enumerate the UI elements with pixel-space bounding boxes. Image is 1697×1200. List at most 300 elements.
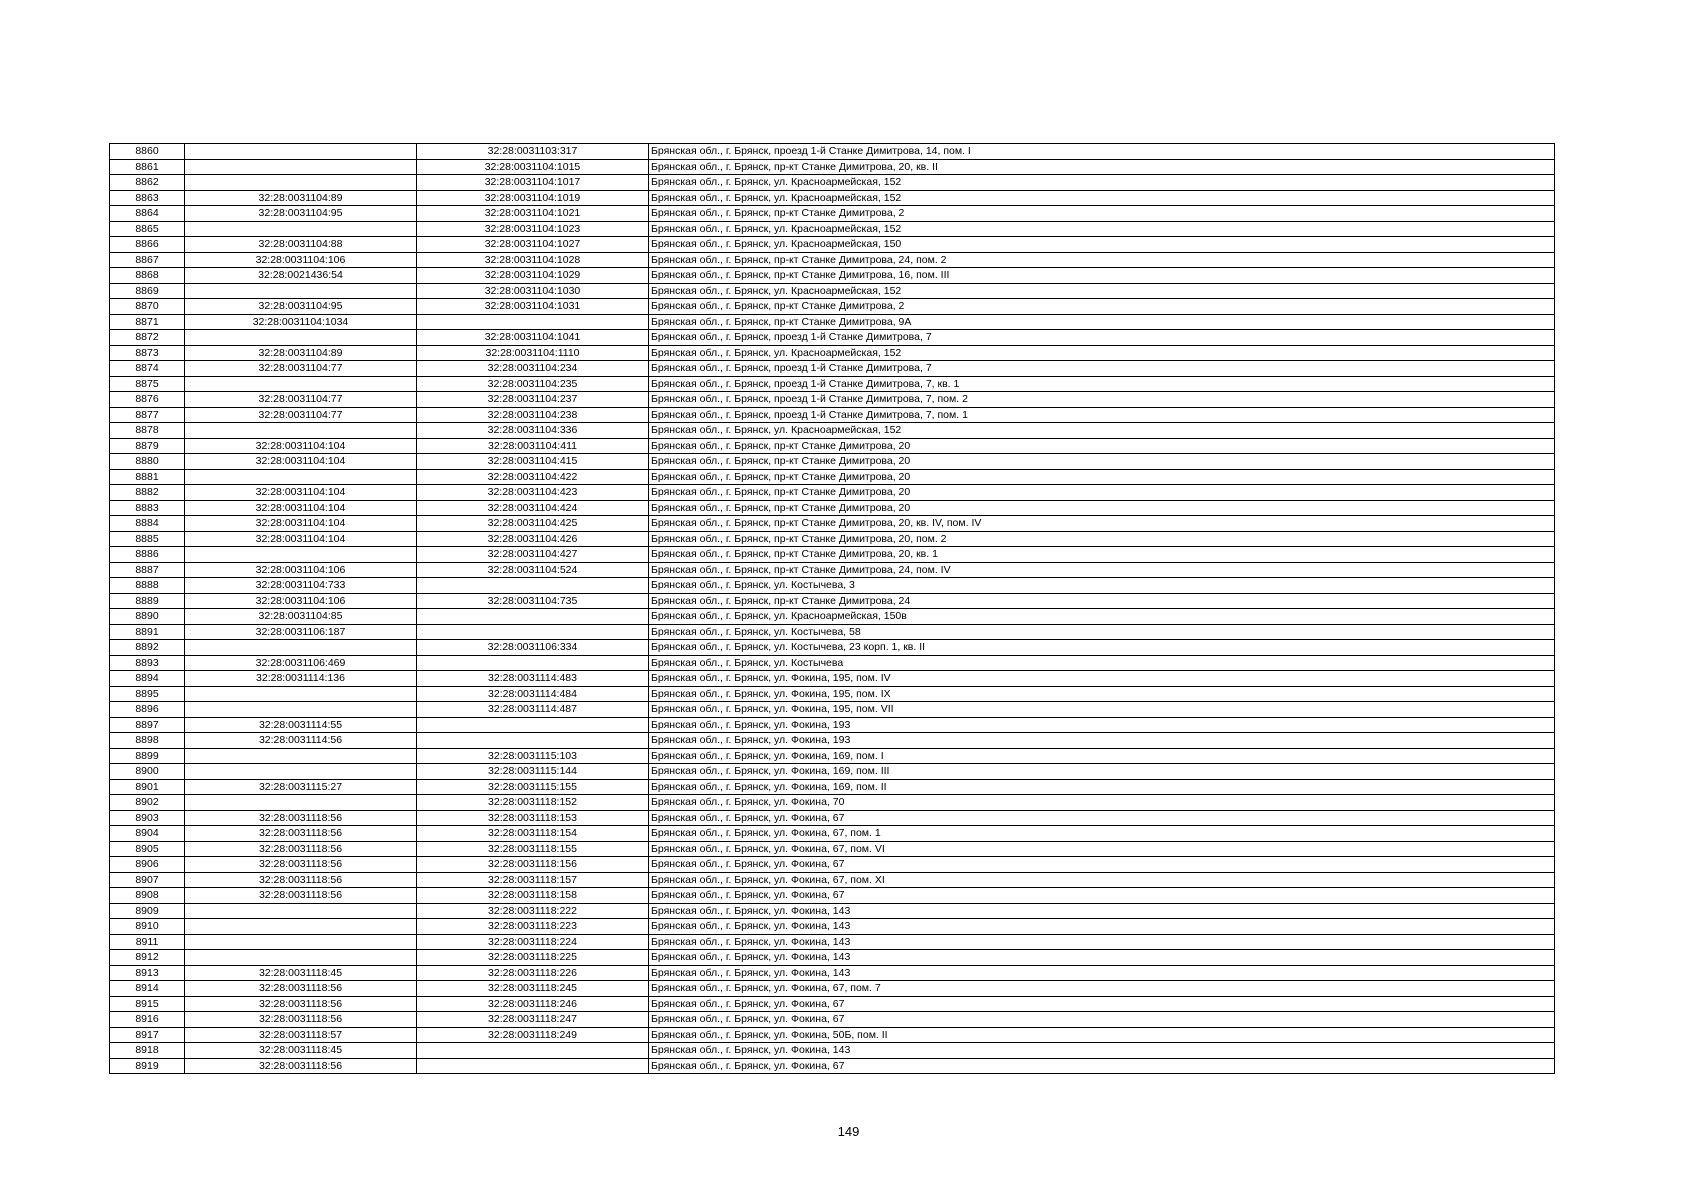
cadastral-number-a-cell: 32:28:0031118:56 bbox=[185, 1058, 417, 1074]
cadastral-number-b-cell: 32:28:0031104:1017 bbox=[417, 175, 649, 191]
cadastral-number-a-cell: 32:28:0031115:27 bbox=[185, 779, 417, 795]
cadastral-number-a-cell: 32:28:0031104:77 bbox=[185, 361, 417, 377]
cadastral-number-b-cell: 32:28:0031104:1027 bbox=[417, 237, 649, 253]
table-row bbox=[110, 469, 1555, 485]
cadastral-number-a-cell bbox=[185, 795, 417, 811]
table-row bbox=[110, 640, 1555, 656]
address-cell: Брянская обл., г. Брянск, ул. Костычева, 23 корп. 1, кв. II bbox=[649, 640, 1555, 656]
table-row bbox=[110, 578, 1555, 594]
address-cell: Брянская обл., г. Брянск, ул. Фокина, 193 bbox=[649, 733, 1555, 749]
row-number-cell: 8866 bbox=[110, 237, 185, 253]
cadastral-number-b-cell: 32:28:0031104:234 bbox=[417, 361, 649, 377]
cadastral-number-a-cell: 32:28:0031114:56 bbox=[185, 733, 417, 749]
row-number-cell: 8907 bbox=[110, 872, 185, 888]
cadastral-number-b-cell: 32:28:0031104:427 bbox=[417, 547, 649, 563]
address-cell: Брянская обл., г. Брянск, ул. Фокина, 143 bbox=[649, 934, 1555, 950]
registry-table-body bbox=[110, 144, 1555, 1074]
cadastral-number-a-cell: 32:28:0031118:56 bbox=[185, 841, 417, 857]
row-number-cell: 8889 bbox=[110, 593, 185, 609]
cadastral-number-b-cell: 32:28:0031104:1023 bbox=[417, 221, 649, 237]
cadastral-number-b-cell: 32:28:0031115:155 bbox=[417, 779, 649, 795]
table-row bbox=[110, 841, 1555, 857]
cadastral-number-b-cell bbox=[417, 717, 649, 733]
cadastral-number-a-cell: 32:28:0031114:55 bbox=[185, 717, 417, 733]
address-cell: Брянская обл., г. Брянск, пр-кт Станке Димитрова, 2 bbox=[649, 299, 1555, 315]
row-number-cell: 8881 bbox=[110, 469, 185, 485]
row-number-cell: 8868 bbox=[110, 268, 185, 284]
cadastral-number-b-cell: 32:28:0031118:152 bbox=[417, 795, 649, 811]
cadastral-number-b-cell: 32:28:0031118:246 bbox=[417, 996, 649, 1012]
row-number-cell: 8863 bbox=[110, 190, 185, 206]
cadastral-number-b-cell: 32:28:0031104:237 bbox=[417, 392, 649, 408]
address-cell: Брянская обл., г. Брянск, проезд 1-й Станке Димитрова, 7 bbox=[649, 330, 1555, 346]
table-row bbox=[110, 345, 1555, 361]
cadastral-number-a-cell bbox=[185, 423, 417, 439]
cadastral-number-b-cell: 32:28:0031118:223 bbox=[417, 919, 649, 935]
address-cell: Брянская обл., г. Брянск, проезд 1-й Станке Димитрова, 14, пом. I bbox=[649, 144, 1555, 160]
table-row bbox=[110, 283, 1555, 299]
table-row bbox=[110, 144, 1555, 160]
cadastral-number-b-cell bbox=[417, 655, 649, 671]
address-cell: Брянская обл., г. Брянск, ул. Фокина, 67 bbox=[649, 996, 1555, 1012]
address-cell: Брянская обл., г. Брянск, ул. Фокина, 67 bbox=[649, 810, 1555, 826]
cadastral-number-b-cell: 32:28:0031118:249 bbox=[417, 1027, 649, 1043]
cadastral-number-a-cell bbox=[185, 144, 417, 160]
table-row bbox=[110, 190, 1555, 206]
table-row bbox=[110, 996, 1555, 1012]
cadastral-number-b-cell: 32:28:0031104:1029 bbox=[417, 268, 649, 284]
cadastral-number-b-cell: 32:28:0031104:336 bbox=[417, 423, 649, 439]
cadastral-number-a-cell: 32:28:0031104:106 bbox=[185, 593, 417, 609]
table-row bbox=[110, 268, 1555, 284]
table-row bbox=[110, 717, 1555, 733]
table-row bbox=[110, 562, 1555, 578]
address-cell: Брянская обл., г. Брянск, ул. Фокина, 67 bbox=[649, 888, 1555, 904]
cadastral-number-a-cell: 32:28:0021436:54 bbox=[185, 268, 417, 284]
row-number-cell: 8898 bbox=[110, 733, 185, 749]
row-number-cell: 8874 bbox=[110, 361, 185, 377]
table-row bbox=[110, 299, 1555, 315]
address-cell: Брянская обл., г. Брянск, пр-кт Станке Димитрова, 20, пом. 2 bbox=[649, 531, 1555, 547]
table-row bbox=[110, 252, 1555, 268]
table-row bbox=[110, 314, 1555, 330]
table-row bbox=[110, 965, 1555, 981]
cadastral-number-a-cell bbox=[185, 903, 417, 919]
row-number-cell: 8896 bbox=[110, 702, 185, 718]
row-number-cell: 8860 bbox=[110, 144, 185, 160]
cadastral-number-a-cell: 32:28:0031104:89 bbox=[185, 190, 417, 206]
cadastral-number-a-cell: 32:28:0031104:104 bbox=[185, 485, 417, 501]
cadastral-number-b-cell: 32:28:0031104:426 bbox=[417, 531, 649, 547]
registry-table bbox=[109, 143, 1555, 1074]
address-cell: Брянская обл., г. Брянск, ул. Красноармейская, 152 bbox=[649, 221, 1555, 237]
address-cell: Брянская обл., г. Брянск, ул. Фокина, 169, пом. III bbox=[649, 764, 1555, 780]
row-number-cell: 8906 bbox=[110, 857, 185, 873]
address-cell: Брянская обл., г. Брянск, ул. Фокина, 143 bbox=[649, 919, 1555, 935]
table-row bbox=[110, 237, 1555, 253]
address-cell: Брянская обл., г. Брянск, ул. Фокина, 143 bbox=[649, 965, 1555, 981]
row-number-cell: 8872 bbox=[110, 330, 185, 346]
row-number-cell: 8879 bbox=[110, 438, 185, 454]
cadastral-number-a-cell: 32:28:0031118:57 bbox=[185, 1027, 417, 1043]
table-row bbox=[110, 671, 1555, 687]
address-cell: Брянская обл., г. Брянск, ул. Фокина, 67 bbox=[649, 1012, 1555, 1028]
row-number-cell: 8904 bbox=[110, 826, 185, 842]
cadastral-number-b-cell: 32:28:0031118:225 bbox=[417, 950, 649, 966]
address-cell: Брянская обл., г. Брянск, ул. Фокина, 67, пом. XI bbox=[649, 872, 1555, 888]
cadastral-number-a-cell: 32:28:0031104:1034 bbox=[185, 314, 417, 330]
table-row bbox=[110, 872, 1555, 888]
cadastral-number-b-cell: 32:28:0031118:245 bbox=[417, 981, 649, 997]
address-cell: Брянская обл., г. Брянск, ул. Фокина, 67, пом. 7 bbox=[649, 981, 1555, 997]
address-cell: Брянская обл., г. Брянск, ул. Костычева, 3 bbox=[649, 578, 1555, 594]
cadastral-number-a-cell: 32:28:0031104:77 bbox=[185, 392, 417, 408]
table-row bbox=[110, 810, 1555, 826]
address-cell: Брянская обл., г. Брянск, ул. Фокина, 70 bbox=[649, 795, 1555, 811]
row-number-cell: 8910 bbox=[110, 919, 185, 935]
row-number-cell: 8895 bbox=[110, 686, 185, 702]
row-number-cell: 8900 bbox=[110, 764, 185, 780]
row-number-cell: 8869 bbox=[110, 283, 185, 299]
row-number-cell: 8905 bbox=[110, 841, 185, 857]
table-row bbox=[110, 903, 1555, 919]
table-row bbox=[110, 748, 1555, 764]
address-cell: Брянская обл., г. Брянск, ул. Фокина, 143 bbox=[649, 950, 1555, 966]
table-row bbox=[110, 330, 1555, 346]
address-cell: Брянская обл., г. Брянск, пр-кт Станке Димитрова, 24, пом. 2 bbox=[649, 252, 1555, 268]
row-number-cell: 8903 bbox=[110, 810, 185, 826]
row-number-cell: 8912 bbox=[110, 950, 185, 966]
cadastral-number-b-cell bbox=[417, 733, 649, 749]
row-number-cell: 8885 bbox=[110, 531, 185, 547]
table-row bbox=[110, 1027, 1555, 1043]
cadastral-number-a-cell: 32:28:0031104:88 bbox=[185, 237, 417, 253]
table-row bbox=[110, 438, 1555, 454]
address-cell: Брянская обл., г. Брянск, ул. Костычева bbox=[649, 655, 1555, 671]
cadastral-number-a-cell bbox=[185, 764, 417, 780]
row-number-cell: 8909 bbox=[110, 903, 185, 919]
row-number-cell: 8914 bbox=[110, 981, 185, 997]
address-cell: Брянская обл., г. Брянск, пр-кт Станке Димитрова, 2 bbox=[649, 206, 1555, 222]
row-number-cell: 8901 bbox=[110, 779, 185, 795]
table-row bbox=[110, 547, 1555, 563]
cadastral-number-b-cell: 32:28:0031104:1028 bbox=[417, 252, 649, 268]
row-number-cell: 8892 bbox=[110, 640, 185, 656]
row-number-cell: 8918 bbox=[110, 1043, 185, 1059]
cadastral-number-a-cell bbox=[185, 748, 417, 764]
cadastral-number-b-cell: 32:28:0031115:103 bbox=[417, 748, 649, 764]
row-number-cell: 8887 bbox=[110, 562, 185, 578]
cadastral-number-b-cell bbox=[417, 1058, 649, 1074]
cadastral-number-b-cell: 32:28:0031103:317 bbox=[417, 144, 649, 160]
row-number-cell: 8871 bbox=[110, 314, 185, 330]
cadastral-number-a-cell: 32:28:0031104:104 bbox=[185, 500, 417, 516]
table-row bbox=[110, 159, 1555, 175]
address-cell: Брянская обл., г. Брянск, ул. Фокина, 50Б, пом. II bbox=[649, 1027, 1555, 1043]
address-cell: Брянская обл., г. Брянск, ул. Красноармейская, 152 bbox=[649, 175, 1555, 191]
cadastral-number-a-cell: 32:28:0031114:136 bbox=[185, 671, 417, 687]
cadastral-number-b-cell: 32:28:0031104:735 bbox=[417, 593, 649, 609]
cadastral-number-b-cell: 32:28:0031118:247 bbox=[417, 1012, 649, 1028]
row-number-cell: 8902 bbox=[110, 795, 185, 811]
row-number-cell: 8867 bbox=[110, 252, 185, 268]
row-number-cell: 8873 bbox=[110, 345, 185, 361]
table-row bbox=[110, 423, 1555, 439]
cadastral-number-b-cell: 32:28:0031114:487 bbox=[417, 702, 649, 718]
table-row bbox=[110, 1043, 1555, 1059]
address-cell: Брянская обл., г. Брянск, ул. Красноармейская, 152 bbox=[649, 423, 1555, 439]
table-row bbox=[110, 500, 1555, 516]
cadastral-number-b-cell: 32:28:0031104:1041 bbox=[417, 330, 649, 346]
row-number-cell: 8911 bbox=[110, 934, 185, 950]
row-number-cell: 8876 bbox=[110, 392, 185, 408]
cadastral-number-a-cell bbox=[185, 640, 417, 656]
address-cell: Брянская обл., г. Брянск, ул. Фокина, 67, пом. VI bbox=[649, 841, 1555, 857]
table-row bbox=[110, 485, 1555, 501]
row-number-cell: 8870 bbox=[110, 299, 185, 315]
row-number-cell: 8893 bbox=[110, 655, 185, 671]
cadastral-number-a-cell bbox=[185, 702, 417, 718]
page-number: 149 bbox=[837, 1124, 860, 1139]
row-number-cell: 8865 bbox=[110, 221, 185, 237]
cadastral-number-b-cell bbox=[417, 314, 649, 330]
cadastral-number-a-cell: 32:28:0031118:45 bbox=[185, 1043, 417, 1059]
table-row bbox=[110, 1012, 1555, 1028]
table-row bbox=[110, 454, 1555, 470]
cadastral-number-a-cell: 32:28:0031118:45 bbox=[185, 965, 417, 981]
address-cell: Брянская обл., г. Брянск, пр-кт Станке Димитрова, 20, кв. II bbox=[649, 159, 1555, 175]
cadastral-number-a-cell bbox=[185, 159, 417, 175]
cadastral-number-b-cell bbox=[417, 609, 649, 625]
row-number-cell: 8913 bbox=[110, 965, 185, 981]
address-cell: Брянская обл., г. Брянск, ул. Фокина, 193 bbox=[649, 717, 1555, 733]
cadastral-number-a-cell: 32:28:0031118:56 bbox=[185, 981, 417, 997]
table-row bbox=[110, 407, 1555, 423]
row-number-cell: 8884 bbox=[110, 516, 185, 532]
row-number-cell: 8875 bbox=[110, 376, 185, 392]
table-row bbox=[110, 686, 1555, 702]
cadastral-number-a-cell: 32:28:0031118:56 bbox=[185, 1012, 417, 1028]
row-number-cell: 8877 bbox=[110, 407, 185, 423]
table-row bbox=[110, 593, 1555, 609]
cadastral-number-a-cell bbox=[185, 283, 417, 299]
table-row bbox=[110, 206, 1555, 222]
address-cell: Брянская обл., г. Брянск, пр-кт Станке Димитрова, 20 bbox=[649, 485, 1555, 501]
cadastral-number-a-cell bbox=[185, 547, 417, 563]
cadastral-number-a-cell: 32:28:0031106:469 bbox=[185, 655, 417, 671]
table-row bbox=[110, 857, 1555, 873]
cadastral-number-b-cell: 32:28:0031118:157 bbox=[417, 872, 649, 888]
address-cell: Брянская обл., г. Брянск, проезд 1-й Станке Димитрова, 7, пом. 2 bbox=[649, 392, 1555, 408]
cadastral-number-a-cell: 32:28:0031104:106 bbox=[185, 562, 417, 578]
row-number-cell: 8894 bbox=[110, 671, 185, 687]
cadastral-number-a-cell bbox=[185, 175, 417, 191]
row-number-cell: 8897 bbox=[110, 717, 185, 733]
row-number-cell: 8888 bbox=[110, 578, 185, 594]
cadastral-number-a-cell: 32:28:0031104:95 bbox=[185, 206, 417, 222]
row-number-cell: 8883 bbox=[110, 500, 185, 516]
cadastral-number-b-cell: 32:28:0031104:423 bbox=[417, 485, 649, 501]
cadastral-number-a-cell: 32:28:0031118:56 bbox=[185, 872, 417, 888]
cadastral-number-a-cell bbox=[185, 950, 417, 966]
table-row bbox=[110, 950, 1555, 966]
cadastral-number-b-cell: 32:28:0031115:144 bbox=[417, 764, 649, 780]
cadastral-number-a-cell: 32:28:0031104:104 bbox=[185, 438, 417, 454]
table-row bbox=[110, 795, 1555, 811]
cadastral-number-b-cell bbox=[417, 624, 649, 640]
address-cell: Брянская обл., г. Брянск, ул. Фокина, 67, пом. 1 bbox=[649, 826, 1555, 842]
cadastral-number-b-cell: 32:28:0031104:1015 bbox=[417, 159, 649, 175]
row-number-cell: 8916 bbox=[110, 1012, 185, 1028]
table-row bbox=[110, 779, 1555, 795]
table-row bbox=[110, 1058, 1555, 1074]
row-number-cell: 8880 bbox=[110, 454, 185, 470]
cadastral-number-a-cell: 32:28:0031118:56 bbox=[185, 857, 417, 873]
cadastral-number-a-cell: 32:28:0031118:56 bbox=[185, 888, 417, 904]
cadastral-number-b-cell: 32:28:0031118:153 bbox=[417, 810, 649, 826]
row-number-cell: 8917 bbox=[110, 1027, 185, 1043]
cadastral-number-a-cell: 32:28:0031104:104 bbox=[185, 454, 417, 470]
table-row bbox=[110, 655, 1555, 671]
table-row bbox=[110, 981, 1555, 997]
cadastral-number-b-cell: 32:28:0031104:524 bbox=[417, 562, 649, 578]
row-number-cell: 8878 bbox=[110, 423, 185, 439]
address-cell: Брянская обл., г. Брянск, пр-кт Станке Димитрова, 20, кв. IV, пом. IV bbox=[649, 516, 1555, 532]
table-row bbox=[110, 919, 1555, 935]
cadastral-number-a-cell bbox=[185, 221, 417, 237]
cadastral-number-b-cell: 32:28:0031104:411 bbox=[417, 438, 649, 454]
row-number-cell: 8886 bbox=[110, 547, 185, 563]
address-cell: Брянская обл., г. Брянск, пр-кт Станке Димитрова, 24, пом. IV bbox=[649, 562, 1555, 578]
cadastral-number-a-cell: 32:28:0031118:56 bbox=[185, 810, 417, 826]
cadastral-number-a-cell bbox=[185, 330, 417, 346]
cadastral-number-b-cell: 32:28:0031104:415 bbox=[417, 454, 649, 470]
cadastral-number-a-cell bbox=[185, 686, 417, 702]
address-cell: Брянская обл., г. Брянск, проезд 1-й Станке Димитрова, 7 bbox=[649, 361, 1555, 377]
address-cell: Брянская обл., г. Брянск, пр-кт Станке Димитрова, 24 bbox=[649, 593, 1555, 609]
cadastral-number-b-cell: 32:28:0031104:1021 bbox=[417, 206, 649, 222]
address-cell: Брянская обл., г. Брянск, ул. Костычева, 58 bbox=[649, 624, 1555, 640]
table-row bbox=[110, 609, 1555, 625]
cadastral-number-b-cell: 32:28:0031118:222 bbox=[417, 903, 649, 919]
cadastral-number-a-cell: 32:28:0031104:95 bbox=[185, 299, 417, 315]
cadastral-number-b-cell: 32:28:0031106:334 bbox=[417, 640, 649, 656]
cadastral-number-b-cell: 32:28:0031118:226 bbox=[417, 965, 649, 981]
address-cell: Брянская обл., г. Брянск, проезд 1-й Станке Димитрова, 7, кв. 1 bbox=[649, 376, 1555, 392]
row-number-cell: 8882 bbox=[110, 485, 185, 501]
table-row bbox=[110, 516, 1555, 532]
table-row bbox=[110, 531, 1555, 547]
address-cell: Брянская обл., г. Брянск, пр-кт Станке Димитрова, 9А bbox=[649, 314, 1555, 330]
cadastral-number-a-cell: 32:28:0031104:106 bbox=[185, 252, 417, 268]
cadastral-number-a-cell: 32:28:0031104:733 bbox=[185, 578, 417, 594]
cadastral-number-b-cell: 32:28:0031104:1031 bbox=[417, 299, 649, 315]
cadastral-number-b-cell: 32:28:0031104:1030 bbox=[417, 283, 649, 299]
address-cell: Брянская обл., г. Брянск, пр-кт Станке Димитрова, 20 bbox=[649, 454, 1555, 470]
cadastral-number-b-cell: 32:28:0031114:483 bbox=[417, 671, 649, 687]
cadastral-number-a-cell: 32:28:0031106:187 bbox=[185, 624, 417, 640]
row-number-cell: 8891 bbox=[110, 624, 185, 640]
cadastral-number-b-cell bbox=[417, 578, 649, 594]
address-cell: Брянская обл., г. Брянск, ул. Фокина, 195, пом. VII bbox=[649, 702, 1555, 718]
cadastral-number-a-cell: 32:28:0031104:104 bbox=[185, 531, 417, 547]
cadastral-number-b-cell: 32:28:0031118:154 bbox=[417, 826, 649, 842]
address-cell: Брянская обл., г. Брянск, пр-кт Станке Димитрова, 20 bbox=[649, 438, 1555, 454]
address-cell: Брянская обл., г. Брянск, ул. Фокина, 67 bbox=[649, 1058, 1555, 1074]
cadastral-number-b-cell: 32:28:0031104:422 bbox=[417, 469, 649, 485]
table-row bbox=[110, 392, 1555, 408]
cadastral-number-a-cell: 32:28:0031104:89 bbox=[185, 345, 417, 361]
cadastral-number-b-cell: 32:28:0031104:1019 bbox=[417, 190, 649, 206]
cadastral-number-a-cell: 32:28:0031104:85 bbox=[185, 609, 417, 625]
cadastral-number-b-cell: 32:28:0031118:158 bbox=[417, 888, 649, 904]
address-cell: Брянская обл., г. Брянск, пр-кт Станке Димитрова, 16, пом. III bbox=[649, 268, 1555, 284]
table-row bbox=[110, 175, 1555, 191]
address-cell: Брянская обл., г. Брянск, пр-кт Станке Димитрова, 20 bbox=[649, 469, 1555, 485]
table-row bbox=[110, 624, 1555, 640]
table-row bbox=[110, 221, 1555, 237]
address-cell: Брянская обл., г. Брянск, ул. Красноармейская, 152 bbox=[649, 345, 1555, 361]
cadastral-number-a-cell: 32:28:0031118:56 bbox=[185, 826, 417, 842]
table-row bbox=[110, 733, 1555, 749]
row-number-cell: 8861 bbox=[110, 159, 185, 175]
address-cell: Брянская обл., г. Брянск, ул. Фокина, 169, пом. II bbox=[649, 779, 1555, 795]
cadastral-number-b-cell: 32:28:0031104:235 bbox=[417, 376, 649, 392]
address-cell: Брянская обл., г. Брянск, ул. Фокина, 169, пом. I bbox=[649, 748, 1555, 764]
address-cell: Брянская обл., г. Брянск, ул. Красноармейская, 150в bbox=[649, 609, 1555, 625]
table-row bbox=[110, 361, 1555, 377]
address-cell: Брянская обл., г. Брянск, ул. Фокина, 195, пом. IV bbox=[649, 671, 1555, 687]
address-cell: Брянская обл., г. Брянск, ул. Фокина, 143 bbox=[649, 1043, 1555, 1059]
cadastral-number-b-cell: 32:28:0031104:238 bbox=[417, 407, 649, 423]
row-number-cell: 8862 bbox=[110, 175, 185, 191]
address-cell: Брянская обл., г. Брянск, пр-кт Станке Димитрова, 20 bbox=[649, 500, 1555, 516]
address-cell: Брянская обл., г. Брянск, ул. Красноармейская, 150 bbox=[649, 237, 1555, 253]
row-number-cell: 8915 bbox=[110, 996, 185, 1012]
table-row bbox=[110, 826, 1555, 842]
table-row bbox=[110, 934, 1555, 950]
address-cell: Брянская обл., г. Брянск, ул. Красноармейская, 152 bbox=[649, 283, 1555, 299]
address-cell: Брянская обл., г. Брянск, ул. Фокина, 143 bbox=[649, 903, 1555, 919]
cadastral-number-a-cell bbox=[185, 376, 417, 392]
cadastral-number-a-cell: 32:28:0031104:104 bbox=[185, 516, 417, 532]
address-cell: Брянская обл., г. Брянск, пр-кт Станке Димитрова, 20, кв. 1 bbox=[649, 547, 1555, 563]
row-number-cell: 8919 bbox=[110, 1058, 185, 1074]
cadastral-number-b-cell: 32:28:0031114:484 bbox=[417, 686, 649, 702]
row-number-cell: 8899 bbox=[110, 748, 185, 764]
cadastral-number-b-cell bbox=[417, 1043, 649, 1059]
cadastral-number-b-cell: 32:28:0031118:156 bbox=[417, 857, 649, 873]
address-cell: Брянская обл., г. Брянск, ул. Фокина, 195, пом. IX bbox=[649, 686, 1555, 702]
address-cell: Брянская обл., г. Брянск, ул. Красноармейская, 152 bbox=[649, 190, 1555, 206]
row-number-cell: 8890 bbox=[110, 609, 185, 625]
cadastral-number-a-cell bbox=[185, 919, 417, 935]
address-cell: Брянская обл., г. Брянск, проезд 1-й Станке Димитрова, 7, пом. 1 bbox=[649, 407, 1555, 423]
cadastral-number-b-cell: 32:28:0031104:1110 bbox=[417, 345, 649, 361]
cadastral-number-b-cell: 32:28:0031118:155 bbox=[417, 841, 649, 857]
table-row bbox=[110, 888, 1555, 904]
row-number-cell: 8908 bbox=[110, 888, 185, 904]
cadastral-number-b-cell: 32:28:0031104:425 bbox=[417, 516, 649, 532]
cadastral-number-a-cell: 32:28:0031104:77 bbox=[185, 407, 417, 423]
table-row bbox=[110, 702, 1555, 718]
cadastral-number-b-cell: 32:28:0031118:224 bbox=[417, 934, 649, 950]
row-number-cell: 8864 bbox=[110, 206, 185, 222]
cadastral-number-a-cell bbox=[185, 469, 417, 485]
cadastral-number-a-cell: 32:28:0031118:56 bbox=[185, 996, 417, 1012]
table-row bbox=[110, 764, 1555, 780]
address-cell: Брянская обл., г. Брянск, ул. Фокина, 67 bbox=[649, 857, 1555, 873]
